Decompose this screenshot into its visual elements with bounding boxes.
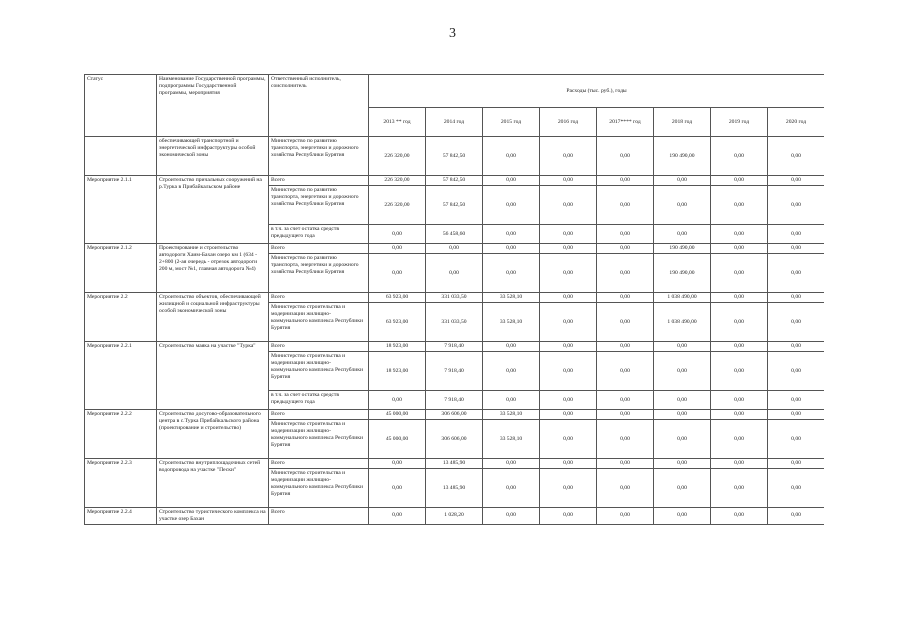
value-cell: 0,00 — [540, 225, 597, 244]
value-cell: 0,00 — [540, 410, 597, 420]
value-cell: 0,00 — [597, 352, 654, 391]
value-cell: 0,00 — [540, 303, 597, 342]
value-cell: 0,00 — [483, 391, 540, 410]
value-cell: 0,00 — [711, 254, 768, 293]
value-cell: 7 918,40 — [426, 391, 483, 410]
value-cell: 0,00 — [711, 391, 768, 410]
measure-name: Проектирование и строительство автодороги Хаим-Бахан озеро км 1 (634 - 2+800 (2-ая очередь - отрезок автодороги 200 м, мост №1, главная автодорога №4) — [157, 244, 269, 293]
measure-name: Строительство внутриплощадочных сетей водопровода на участке "Пески" — [157, 459, 269, 508]
header-year: 2016 год — [540, 108, 597, 137]
value-cell: 0,00 — [597, 293, 654, 303]
executor-cell: Министерство строительства и модернизации жилищно-коммунального комплекса Республики Бурятия — [269, 352, 369, 391]
value-cell: 0,00 — [597, 137, 654, 176]
executor-cell: Министерство по развитию транспорта, энергетики и дорожного хозяйства Республики Бурятия — [269, 137, 369, 176]
value-cell: 0,00 — [483, 254, 540, 293]
table-row — [85, 176, 825, 186]
value-cell: 0,00 — [597, 186, 654, 225]
value-cell: 0,00 — [711, 459, 768, 469]
value-cell: 0,00 — [483, 176, 540, 186]
value-cell: 56 458,60 — [426, 225, 483, 244]
value-cell: 0,00 — [426, 254, 483, 293]
executor-cell: Всего — [269, 244, 369, 254]
executor-cell: в т.ч. за счет остатка средств предыдущего года — [269, 391, 369, 410]
value-cell: 45 000,00 — [369, 410, 426, 420]
value-cell: 0,00 — [768, 303, 825, 342]
value-cell: 33 528,10 — [483, 420, 540, 459]
value-cell: 13 485,90 — [426, 459, 483, 469]
executor-cell: Всего — [269, 508, 369, 525]
value-cell: 0,00 — [540, 176, 597, 186]
value-cell: 0,00 — [654, 459, 711, 469]
header-status: Статус — [85, 75, 157, 137]
value-cell: 0,00 — [768, 137, 825, 176]
value-cell: 0,00 — [711, 303, 768, 342]
value-cell: 63 923,00 — [369, 303, 426, 342]
value-cell: 33 528,10 — [483, 293, 540, 303]
value-cell: 226 320,00 — [369, 186, 426, 225]
measure-status: Мероприятие 2.2.4 — [85, 508, 157, 525]
value-cell: 0,00 — [654, 352, 711, 391]
header-year: 2013 ** год — [369, 108, 426, 137]
value-cell: 0,00 — [711, 352, 768, 391]
value-cell: 0,00 — [540, 293, 597, 303]
value-cell: 331 033,50 — [426, 303, 483, 342]
value-cell: 0,00 — [369, 254, 426, 293]
measure-status: Мероприятие 2.2.3 — [85, 459, 157, 508]
value-cell: 0,00 — [768, 469, 825, 508]
value-cell: 0,00 — [369, 225, 426, 244]
value-cell: 0,00 — [597, 342, 654, 352]
value-cell: 0,00 — [540, 137, 597, 176]
value-cell: 0,00 — [654, 186, 711, 225]
executor-cell: Всего — [269, 342, 369, 352]
header-year: 2020 год — [768, 108, 825, 137]
value-cell: 0,00 — [597, 420, 654, 459]
value-cell: 0,00 — [768, 342, 825, 352]
executor-cell: Всего — [269, 293, 369, 303]
value-cell: 57 842,50 — [426, 176, 483, 186]
header-expenses: Расходы (тыс. руб.), годы — [369, 75, 825, 108]
value-cell: 0,00 — [540, 391, 597, 410]
measure-name: Строительство туристического комплекса на участке озер Бахан — [157, 508, 269, 525]
value-cell: 226 320,00 — [369, 176, 426, 186]
value-cell: 0,00 — [483, 352, 540, 391]
value-cell: 0,00 — [540, 469, 597, 508]
measure-status: Мероприятие 2.2 — [85, 293, 157, 342]
header-year: 2017**** год — [597, 108, 654, 137]
value-cell: 0,00 — [597, 225, 654, 244]
value-cell: 0,00 — [540, 420, 597, 459]
value-cell: 0,00 — [768, 254, 825, 293]
value-cell: 0,00 — [540, 254, 597, 293]
value-cell: 0,00 — [483, 186, 540, 225]
page-number: 3 — [449, 26, 456, 41]
value-cell: 0,00 — [711, 137, 768, 176]
header-executor: Ответственный исполнитель, соисполнитель — [269, 75, 369, 137]
expenditure-table — [84, 74, 824, 525]
measure-name: обеспечивающей транспортной и энергетической инфраструктуры особой экономической зоны — [157, 137, 269, 176]
measure-status: Мероприятие 2.1.2 — [85, 244, 157, 293]
value-cell: 18 923,00 — [369, 352, 426, 391]
executor-cell: Всего — [269, 410, 369, 420]
value-cell: 0,00 — [654, 469, 711, 508]
value-cell: 0,00 — [483, 469, 540, 508]
value-cell: 0,00 — [369, 244, 426, 254]
header-name: Наименование Государственной программы, подпрограммы Государственной программы, мероприятия — [157, 75, 269, 137]
executor-cell: Министерство по развитию транспорта, энергетики и дорожного хозяйства Республики Бурятия — [269, 186, 369, 225]
value-cell: 0,00 — [654, 420, 711, 459]
value-cell: 0,00 — [768, 459, 825, 469]
value-cell: 0,00 — [483, 137, 540, 176]
value-cell: 57 842,50 — [426, 137, 483, 176]
table-row — [85, 244, 825, 254]
value-cell: 0,00 — [711, 342, 768, 352]
value-cell: 0,00 — [711, 293, 768, 303]
value-cell: 18 923,00 — [369, 342, 426, 352]
value-cell: 0,00 — [711, 508, 768, 525]
value-cell: 1 038 490,00 — [654, 303, 711, 342]
executor-cell: Министерство строительства и модернизации жилищно-коммунального комплекса Республики Бурятия — [269, 420, 369, 459]
executor-cell: Всего — [269, 459, 369, 469]
value-cell: 226 320,00 — [369, 137, 426, 176]
value-cell: 306 606,00 — [426, 410, 483, 420]
executor-cell: Министерство строительства и модернизации жилищно-коммунального комплекса Республики Бурятия — [269, 303, 369, 342]
value-cell: 0,00 — [540, 459, 597, 469]
value-cell: 0,00 — [768, 176, 825, 186]
value-cell: 0,00 — [597, 303, 654, 342]
value-cell: 0,00 — [768, 420, 825, 459]
value-cell: 13 485,90 — [426, 469, 483, 508]
header-year: 2018 год — [654, 108, 711, 137]
value-cell: 0,00 — [711, 176, 768, 186]
value-cell: 306 606,00 — [426, 420, 483, 459]
value-cell: 0,00 — [483, 225, 540, 244]
measure-status: Мероприятие 2.1.1 — [85, 176, 157, 244]
value-cell: 0,00 — [768, 293, 825, 303]
measure-status: Мероприятие 2.2.1 — [85, 342, 157, 410]
value-cell: 0,00 — [711, 469, 768, 508]
value-cell: 0,00 — [540, 244, 597, 254]
value-cell: 0,00 — [597, 391, 654, 410]
measure-status — [85, 137, 157, 176]
table-row — [85, 508, 825, 525]
executor-cell: в т.ч. за счет остатка средств предыдущего года — [269, 225, 369, 244]
value-cell: 1 028,20 — [426, 508, 483, 525]
value-cell: 0,00 — [597, 176, 654, 186]
value-cell: 0,00 — [540, 352, 597, 391]
value-cell: 0,00 — [369, 459, 426, 469]
value-cell: 0,00 — [654, 508, 711, 525]
executor-cell: Министерство по развитию транспорта, энергетики и дорожного хозяйства Республики Бурятия — [269, 254, 369, 293]
value-cell: 331 033,50 — [426, 293, 483, 303]
value-cell: 0,00 — [369, 391, 426, 410]
value-cell: 0,00 — [768, 244, 825, 254]
value-cell: 7 918,40 — [426, 352, 483, 391]
value-cell: 0,00 — [597, 410, 654, 420]
executor-cell: Министерство строительства и модернизации жилищно-коммунального комплекса Республики Бурятия — [269, 469, 369, 508]
value-cell: 0,00 — [711, 410, 768, 420]
value-cell: 1 038 490,00 — [654, 293, 711, 303]
value-cell: 0,00 — [654, 176, 711, 186]
value-cell: 0,00 — [540, 508, 597, 525]
table-row — [85, 293, 825, 303]
value-cell: 0,00 — [597, 469, 654, 508]
value-cell: 0,00 — [483, 508, 540, 525]
measure-name: Строительство досугово-образовательного центра в с.Турка Прибайкальского района (проектирование и строительство) — [157, 410, 269, 459]
table-row — [85, 459, 825, 469]
measure-name: Строительство объектов, обеспечивающей жилищной и социальной инфраструктуры особой экономической зоны — [157, 293, 269, 342]
value-cell: 0,00 — [654, 410, 711, 420]
value-cell: 0,00 — [369, 469, 426, 508]
value-cell: 0,00 — [768, 186, 825, 225]
value-cell: 0,00 — [426, 244, 483, 254]
value-cell: 33 528,10 — [483, 410, 540, 420]
value-cell: 0,00 — [540, 342, 597, 352]
value-cell: 0,00 — [483, 459, 540, 469]
value-cell: 0,00 — [711, 186, 768, 225]
value-cell: 0,00 — [369, 508, 426, 525]
executor-cell: Всего — [269, 176, 369, 186]
value-cell: 0,00 — [711, 225, 768, 244]
value-cell: 0,00 — [768, 352, 825, 391]
value-cell: 63 923,00 — [369, 293, 426, 303]
value-cell: 33 528,10 — [483, 303, 540, 342]
header-year: 2019 год — [711, 108, 768, 137]
expenditure-table-container — [84, 74, 824, 540]
value-cell: 45 000,00 — [369, 420, 426, 459]
value-cell: 0,00 — [483, 342, 540, 352]
header-year: 2014 год — [426, 108, 483, 137]
value-cell: 0,00 — [654, 342, 711, 352]
value-cell: 57 842,50 — [426, 186, 483, 225]
value-cell: 0,00 — [768, 508, 825, 525]
value-cell: 0,00 — [711, 244, 768, 254]
value-cell: 0,00 — [540, 186, 597, 225]
value-cell: 0,00 — [597, 254, 654, 293]
header-year: 2015 год — [483, 108, 540, 137]
value-cell: 0,00 — [654, 391, 711, 410]
value-cell: 0,00 — [597, 244, 654, 254]
table-row — [85, 410, 825, 420]
table-row — [85, 137, 825, 176]
value-cell: 190 490,00 — [654, 254, 711, 293]
value-cell: 190 490,00 — [654, 137, 711, 176]
value-cell: 0,00 — [483, 244, 540, 254]
value-cell: 0,00 — [768, 391, 825, 410]
value-cell: 190 490,00 — [654, 244, 711, 254]
value-cell: 0,00 — [597, 459, 654, 469]
value-cell: 0,00 — [654, 225, 711, 244]
value-cell: 7 918,40 — [426, 342, 483, 352]
measure-name: Строительство маяка на участке "Турка" — [157, 342, 269, 410]
table-row — [85, 342, 825, 352]
value-cell: 0,00 — [597, 508, 654, 525]
value-cell: 0,00 — [768, 410, 825, 420]
value-cell: 0,00 — [768, 225, 825, 244]
measure-name: Строительство причальных сооружений на р.Турка в Прибайкальском районе — [157, 176, 269, 244]
measure-status: Мероприятие 2.2.2 — [85, 410, 157, 459]
value-cell: 0,00 — [711, 420, 768, 459]
